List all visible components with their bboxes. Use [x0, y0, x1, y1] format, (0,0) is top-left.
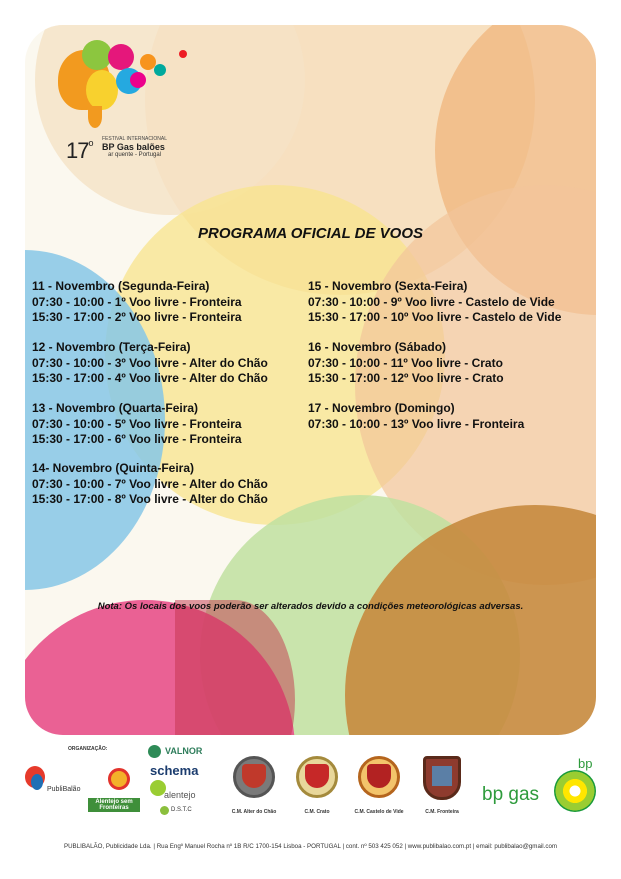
bp-gas-text: bp gas [482, 784, 540, 805]
flight-line: 07:30 - 10:00 - 11º Voo livre - Crato [308, 355, 503, 370]
day-date: 17 - Novembro (Domingo) [308, 401, 455, 415]
logo-balloon-magenta [130, 72, 146, 88]
day-date: 12 - Novembro (Terça-Feira) [32, 340, 191, 354]
municipality-caption: C.M. Crato [304, 809, 330, 815]
flight-line: 15:30 - 17:00 - 10º Voo livre - Castelo de Vide [308, 310, 562, 324]
logo-balloon-teal [154, 64, 166, 76]
schedule-day [308, 279, 561, 326]
dstc-logo [160, 806, 210, 826]
flight-line: 07:30 - 10:00 - 1º Voo livre - Fronteira [32, 294, 242, 309]
flight-line: 07:30 - 10:00 - 13º Voo livre - Fronteira [308, 416, 525, 431]
schedule-day [32, 401, 242, 448]
dstc-text: D.S.T.C [171, 807, 192, 813]
alentejo-text: alentejo [164, 790, 196, 800]
logo-balloon-pink [108, 44, 134, 70]
festival-logo [58, 40, 198, 165]
footer-contact: PUBLIBALÃO, Publicidade Lda. | Rua Engº Manuel Rocha nº 1B R/C 1700-154 Lisboa - PORTUGAL | cont. nº 503 425 052 | www.publibalao.com.pt | email: publibalao@gmail.com [63, 843, 558, 850]
bp-gas-logo [482, 756, 602, 816]
weather-note: Nota: Os locais dos voos poderão ser alterados devido a condições meteorológicas adversas. [97, 601, 524, 612]
bp-helios-icon [554, 770, 596, 812]
logo-balloon-yellow [86, 70, 118, 110]
municipality-logo [229, 756, 279, 818]
alentejo-logo [150, 780, 210, 802]
logo-edition-number: 17$^o$ [66, 138, 93, 163]
day-date: 11 - Novembro (Segunda-Feira) [32, 279, 210, 293]
schedule-day [32, 340, 268, 387]
valnor-icon [148, 745, 161, 758]
logo-tagline: ar quente - Portugal [108, 152, 162, 158]
municipality-logo [354, 756, 404, 818]
publibalao-balloon-icon-blue [31, 774, 43, 790]
schedule-day [32, 461, 268, 508]
page-title: PROGRAMA OFICIAL DE VOOS [197, 225, 423, 242]
logo-festival-name: BP Gas balões [102, 142, 165, 152]
schedule-day [32, 279, 242, 326]
schedule-day [308, 401, 524, 432]
municipality-caption: C.M. Alter do Chão [231, 809, 277, 815]
day-date: 14- Novembro (Quinta-Feira) [32, 461, 195, 475]
day-date: 13 - Novembro (Quarta-Feira) [32, 401, 199, 415]
schedule-day [308, 340, 504, 387]
shield-crato-inner [305, 764, 329, 788]
day-date: 15 - Novembro (Sexta-Feira) [308, 279, 468, 293]
flight-line: 07:30 - 10:00 - 7º Voo livre - Alter do Chão [32, 476, 268, 491]
shield-castelo-de-vide-inner [367, 764, 391, 788]
shield-fronteira-inner [432, 766, 452, 786]
flight-line: 15:30 - 17:00 - 12º Voo livre - Crato [308, 371, 504, 385]
flight-line: 15:30 - 17:00 - 4º Voo livre - Alter do Chão [32, 371, 268, 385]
schema-logo: schema [150, 763, 199, 778]
flight-line: 15:30 - 17:00 - 8º Voo livre - Alter do Chão [32, 492, 268, 506]
flight-line: 07:30 - 10:00 - 9º Voo livre - Castelo de Vide [308, 294, 555, 309]
flight-line: 15:30 - 17:00 - 6º Voo livre - Fronteira [32, 432, 242, 446]
shield-alter-do-chao-inner [242, 764, 266, 788]
dstc-icon [160, 806, 169, 815]
logo-label-small: FESTIVAL INTERNACIONAL [102, 136, 168, 142]
day-date: 16 - Novembro (Sábado) [308, 340, 447, 354]
publibalao-text: PubliBalão [47, 786, 81, 793]
flight-line: 07:30 - 10:00 - 5º Voo livre - Fronteira [32, 416, 242, 431]
municipality-caption: C.M. Fronteira [425, 809, 459, 815]
publibalao-logo [25, 766, 85, 800]
logo-balloon-red [179, 50, 187, 58]
flight-line: 15:30 - 17:00 - 2º Voo livre - Fronteira [32, 310, 242, 324]
municipality-logo [292, 756, 342, 818]
alentejo-sem-fronteiras-icon [108, 768, 130, 790]
alentejo-sem-fronteiras-logo [88, 768, 140, 818]
municipality-logo [417, 756, 467, 818]
logo-balloon-basket [88, 106, 102, 128]
alentejo-sem-fronteiras-text: Alentejo sem Fronteiras [88, 798, 140, 812]
valnor-text: VALNOR [165, 746, 203, 756]
valnor-logo [148, 745, 208, 759]
municipality-caption: C.M. Castelo de Vide [354, 809, 404, 815]
organizacao-label: ORGANIZAÇÃO: [68, 746, 108, 752]
bp-text: bp [578, 756, 593, 771]
flight-line: 07:30 - 10:00 - 3º Voo livre - Alter do Chão [32, 355, 268, 370]
